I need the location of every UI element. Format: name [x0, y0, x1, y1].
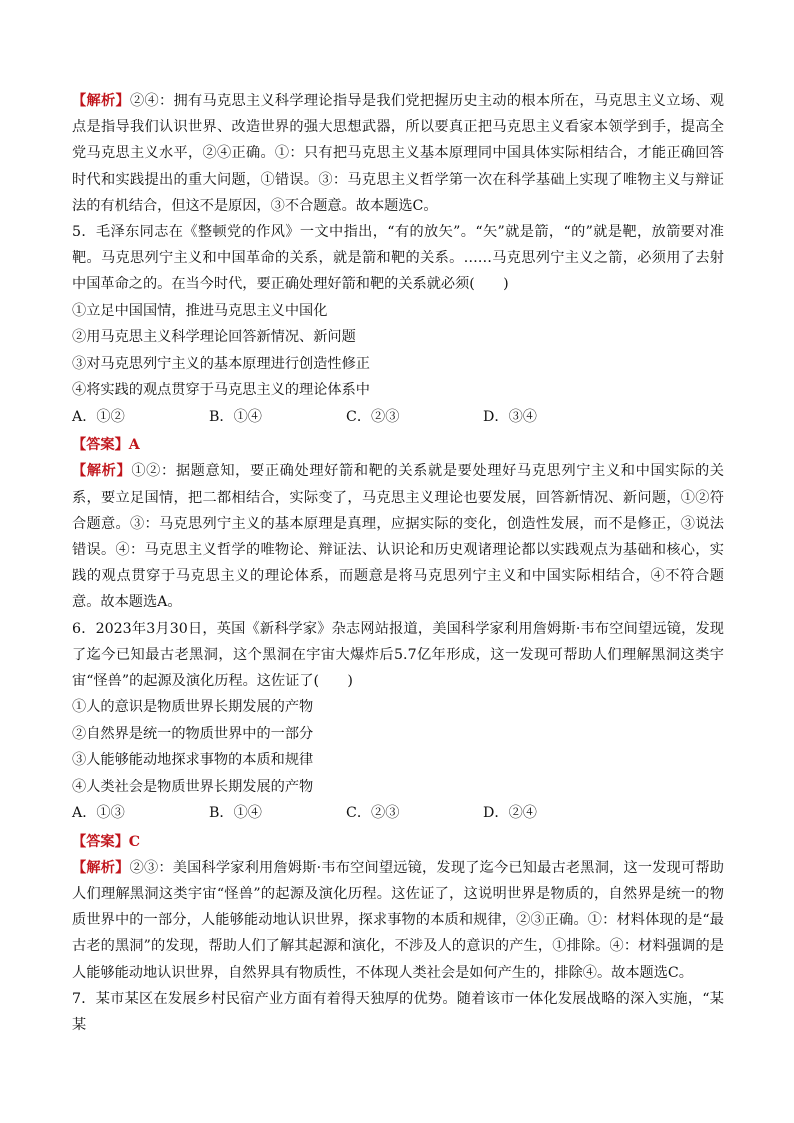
question-option: ④将实践的观点贯穿于马克思主义的理论体系中: [72, 382, 370, 399]
answer-choices: [72, 404, 724, 431]
question-option: ④人类社会是物质世界长期发展的产物: [72, 778, 314, 795]
analysis-block: [72, 88, 724, 219]
choice-d: D．③④: [483, 408, 537, 425]
analysis-tag: 【解析】: [72, 463, 132, 480]
answer-block: [72, 432, 724, 458]
question-option: ③人能够能动地探求事物的本质和规律: [72, 752, 314, 769]
analysis-text: ②④：拥有马克思主义科学理论指导是我们党把握历史主动的根本所在，马克思主义立场、观点是指导我们认识世界、改造世界的强大思想武器，所以要真正把马克思主义看家本领学到手，提高全党马克思主义水平，②④正确。①：只有把马克思主义基本原理同中国具体实际相结合，才能正确回答时代和实践提出的重大问题，①错误。③：马克思主义哲学第一次在科学基础上实现了唯物主义与辩证法的有机结合，但这不是原因，③不合题意。故本题选C。: [72, 93, 724, 214]
analysis-text: ①②：据题意知，要正确处理好箭和靶的关系就是要处理好马克思列宁主义和中国实际的关系，要立足国情，把二都相结合，实际变了，马克思主义理论也要发展，回答新情况、新问题，①②符合题意。③：马克思列宁主义的基本原理是真理，应据实际的变化，创造性发展，而不是修正，③说法错误。④：马克思主义哲学的唯物论、辩证法、认识论和历史观诸理论都以实践观点为基础和核心，实践的观点贯穿于马克思主义的理论体系，而题意是将马克思列宁主义和中国实际相结合，④不符合题意。故本题选A。: [72, 463, 724, 611]
analysis-block: [72, 855, 724, 986]
answer-choices: [72, 800, 724, 827]
question-option: ①立足中国国情，推进马克思主义中国化: [72, 302, 328, 319]
analysis-tag: 【解析】: [72, 859, 130, 876]
question-option: ①人的意识是物质世界长期发展的产物: [72, 699, 314, 716]
question-stem: 6．2023年3月30日，英国《新科学家》杂志网站报道，美国科学家利用詹姆斯·韦布空间望远镜，发现了迄今已知最古老黑洞，这个黑洞在宇宙大爆炸后5.7亿年形成，这一发现可帮助人们理解黑洞这类宇宙“怪兽”的起源及演化历程。这佐证了( ): [72, 620, 724, 689]
answer-value: C: [128, 833, 141, 850]
analysis-block: [72, 458, 724, 615]
answer-block: [72, 829, 724, 855]
answer-value: A: [128, 437, 140, 454]
choice-c: C．②③: [346, 805, 400, 822]
answer-tag: 【答案】: [72, 833, 129, 850]
choice-a: A．①③: [72, 805, 125, 822]
answer-tag: 【答案】: [72, 437, 129, 454]
question-stem: 7．某市某区在发展乡村民宿产业方面有着得天独厚的优势。随着该市一体化发展战略的深入实施，“某某: [72, 990, 724, 1034]
analysis-text: ②③：美国科学家利用詹姆斯·韦布空间望远镜，发现了迄今已知最古老黑洞，这一发现可帮助人们理解黑洞这类宇宙“怪兽”的起源及演化历程。这佐证了，这说明世界是物质的，自然界是统一的物质世界中的一部分，人能够能动地认识世界，探求事物的本质和规律，②③正确。①：材料体现的是“最古老的黑洞”的发现，帮助人们了解其起源和演化，不涉及人的意识的产生，①排除。④：材料强调的是人能够能动地认识世界，自然界具有物质性，不体现人类社会是如何产生的，排除④。故本题选C。: [72, 859, 724, 981]
choice-b: B．①④: [209, 408, 262, 425]
analysis-tag: 【解析】: [72, 93, 130, 109]
choice-a: A．①②: [72, 408, 125, 425]
question-option: ②自然界是统一的物质世界中的一部分: [72, 725, 314, 742]
question-option: ②用马克思主义科学理论回答新情况、新问题: [72, 329, 356, 346]
choice-d: D．②④: [483, 805, 537, 822]
question-option: ③对马克思列宁主义的基本原理进行创造性修正: [72, 355, 370, 372]
choice-b: B．①④: [209, 805, 262, 822]
question-stem: 5．毛泽东同志在《整顿党的作风》一文中指出，“有的放矢”。“矢”就是箭，“的”就是靶，放箭要对准靶。马克思列宁主义和中国革命的关系，就是箭和靶的关系。……马克思列宁主义之箭，必须用了去射中国革命之的。在当今时代，要正确处理好箭和靶的关系就必须( ): [72, 224, 724, 293]
choice-c: C．②③: [346, 408, 400, 425]
document-page: [72, 88, 724, 1038]
